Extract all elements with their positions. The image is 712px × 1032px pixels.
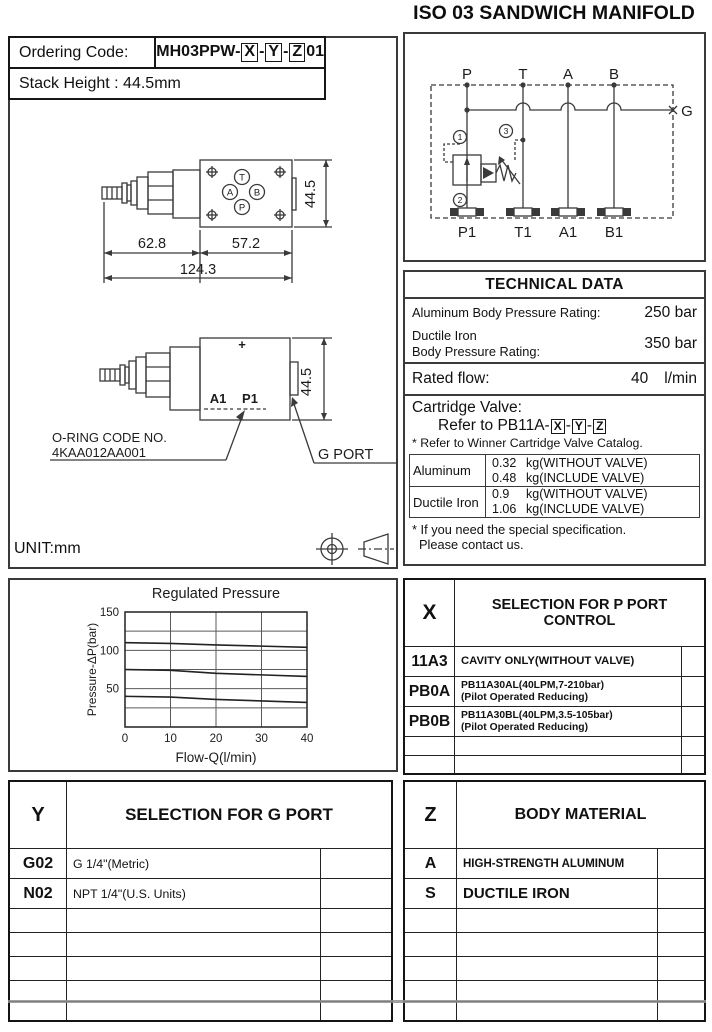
- empty-row: [405, 1001, 704, 1020]
- selection-x-title: SELECTION FOR P PORT CONTROL: [491, 597, 668, 629]
- empty-row: [10, 932, 391, 956]
- y-tick: 150: [99, 607, 119, 619]
- special-spec-note: * If you need the special specification. Please contact us.: [412, 522, 627, 553]
- aluminum-rating-row: [405, 299, 704, 326]
- unit-label: UNIT:mm: [14, 540, 81, 557]
- circuit-port-t: T: [518, 66, 528, 83]
- callout-2: 2: [457, 195, 463, 205]
- table-row: 11A3 CAVITY ONLY(WITHOUT VALVE): [405, 646, 704, 676]
- hydraulic-circuit-diagram: [403, 32, 706, 262]
- selection-y-code: Y: [10, 782, 67, 848]
- scan-artifact-line: [8, 1000, 706, 1003]
- ductile-rating-label: Ductile Iron Body Pressure Rating:: [412, 328, 541, 359]
- pressure-flow-chart: [8, 578, 398, 772]
- hex-nut: [146, 353, 170, 397]
- oring-code-line2: 4KAA012AA001: [52, 445, 146, 460]
- table-row: PB0A PB11A30AL(40LPM,7-210bar) (Pilot Operated Reducing): [405, 676, 704, 706]
- table-row: A HIGH-STRENGTH ALUMINUM: [405, 848, 704, 878]
- circuit-port-a1: A1: [558, 224, 578, 241]
- projection-symbol: [312, 528, 396, 570]
- gport-boss: [290, 362, 298, 395]
- selection-x-header: [405, 580, 704, 646]
- code-prefix: MH03PPW-: [156, 43, 241, 61]
- table-row: G02 G 1/4"(Metric): [10, 848, 391, 878]
- oring-code-line1: O-RING CODE NO.: [52, 430, 167, 445]
- empty-row: [10, 908, 391, 932]
- code-box-y: Y: [265, 43, 282, 62]
- label-p1: P1: [242, 391, 258, 406]
- empty-row: [405, 956, 704, 980]
- weight-material: Ductile Iron: [410, 487, 486, 517]
- aluminum-rating-label: Aluminum Body Pressure Rating:: [412, 304, 601, 320]
- valve-flow-arrow: [464, 157, 470, 165]
- dim-44-5-top: 44.5: [303, 179, 319, 209]
- port-label-b: B: [253, 187, 261, 199]
- x-tick: 40: [300, 733, 314, 745]
- rated-flow-label: Rated flow:: [412, 370, 490, 387]
- empty-row: [405, 755, 704, 773]
- port-label-a: A: [226, 187, 234, 199]
- callout-3: 3: [503, 126, 509, 136]
- drawing-panel: [8, 36, 398, 569]
- valve-side-view-drawing: [30, 330, 398, 475]
- drain-line: [515, 140, 523, 160]
- rated-flow-value: 40: [631, 370, 649, 387]
- g-line: [467, 103, 673, 110]
- ordering-code-label: Ordering Code:: [10, 38, 156, 67]
- selection-y-title: SELECTION FOR G PORT: [125, 805, 333, 824]
- y-tick: 50: [106, 683, 119, 696]
- circuit-port-p1: P1: [457, 224, 477, 241]
- empty-row: [10, 980, 391, 1001]
- port-label-t: T: [239, 172, 245, 184]
- circuit-port-b: B: [608, 66, 620, 83]
- circuit-port-t1: T1: [514, 224, 532, 241]
- rated-flow-row: [405, 364, 704, 394]
- ductile-rating-value: 350 bar: [644, 335, 697, 352]
- selection-y-header: [10, 782, 391, 848]
- empty-row: [405, 980, 704, 1001]
- empty-row: [405, 932, 704, 956]
- dim-57-2: 57.2: [231, 236, 261, 252]
- code-suffix: 01: [306, 43, 324, 61]
- ordering-code-table: [8, 36, 326, 100]
- cartridge-valve-block: [405, 396, 704, 451]
- code-box-x: X: [241, 43, 258, 62]
- empty-row: [405, 908, 704, 932]
- code-box-z: Z: [289, 43, 305, 62]
- page-title: ISO 03 SANDWICH MANIFOLD: [413, 2, 695, 24]
- chart-title: Regulated Pressure: [151, 586, 281, 602]
- circuit-port-g: G: [681, 103, 693, 120]
- selection-z-code: Z: [405, 782, 457, 848]
- chart-ylabel: Pressure-ΔP(bar): [85, 622, 99, 717]
- spring-symbol: [496, 165, 516, 181]
- selection-y-table: [8, 780, 393, 1022]
- cartridge-title: Cartridge Valve:: [412, 399, 522, 416]
- circuit-port-b1: B1: [604, 224, 624, 241]
- weight-row-aluminum: [410, 455, 699, 486]
- hex-nut: [148, 172, 173, 214]
- ordering-code-value: [156, 43, 324, 62]
- selection-z-title: BODY MATERIAL: [514, 806, 647, 823]
- dim-62-8: 62.8: [137, 236, 167, 252]
- x-tick: 0: [121, 733, 129, 745]
- technical-data-panel: [403, 270, 706, 566]
- dim-124-3: 124.3: [179, 262, 217, 278]
- port-label-p: P: [238, 202, 246, 214]
- selection-x-code: X: [405, 580, 455, 646]
- cartridge-note: * Refer to Winner Cartridge Valve Catalog.: [412, 436, 643, 450]
- table-row: N02 NPT 1/4"(U.S. Units): [10, 878, 391, 908]
- stack-height-label: Stack Height : 44.5mm: [19, 74, 181, 92]
- gport-boss: [292, 178, 296, 210]
- table-row: PB0B PB11A30BL(40LPM,3.5-105bar) (Pilot Operated Reducing): [405, 706, 704, 736]
- body-step: [170, 347, 200, 410]
- technical-data-header: TECHNICAL DATA: [405, 272, 704, 299]
- x-tick: 10: [164, 733, 177, 745]
- rated-flow-unit: l/min: [664, 370, 697, 387]
- x-tick: 30: [255, 733, 268, 745]
- x-tick: 20: [209, 733, 223, 745]
- selection-z-header: [405, 782, 704, 848]
- aluminum-rating-value: 250 bar: [644, 303, 697, 321]
- code-sep: -: [259, 43, 265, 61]
- label-a1: A1: [209, 391, 227, 406]
- circuit-port-a: A: [562, 66, 574, 83]
- gport-label: G PORT: [318, 447, 374, 463]
- selection-z-table: [403, 780, 706, 1022]
- body-step: [173, 170, 200, 218]
- weight-row-ductile: [410, 486, 699, 517]
- weight-table: [409, 454, 700, 518]
- chart-xlabel: Flow-Q(l/min): [175, 750, 257, 765]
- weight-material: Aluminum: [410, 455, 486, 486]
- ordering-code-row: [10, 38, 324, 69]
- table-row: S DUCTILE IRON: [405, 878, 704, 908]
- callout-1: 1: [457, 132, 463, 142]
- cartridge-refer: Refer to PB11A- X - Y - Z: [412, 417, 697, 435]
- empty-row: [10, 1001, 391, 1020]
- dim-44-5-side: 44.5: [299, 367, 315, 397]
- ductile-rating-row: [405, 326, 704, 362]
- plus-mark: +: [238, 337, 246, 352]
- valve-top-view-drawing: [96, 150, 340, 290]
- code-sep: -: [283, 43, 289, 61]
- weight-values: 0.32 kg(WITHOUT VALVE) 0.48 kg(INCLUDE VALVE): [492, 455, 648, 485]
- empty-row: [405, 736, 704, 755]
- y-tick: 100: [99, 645, 119, 658]
- empty-row: [10, 956, 391, 980]
- circuit-port-p: P: [461, 66, 473, 83]
- weight-values: 0.9 kg(WITHOUT VALVE) 1.06 kg(INCLUDE VALVE): [492, 487, 648, 516]
- selection-x-table: [403, 578, 706, 775]
